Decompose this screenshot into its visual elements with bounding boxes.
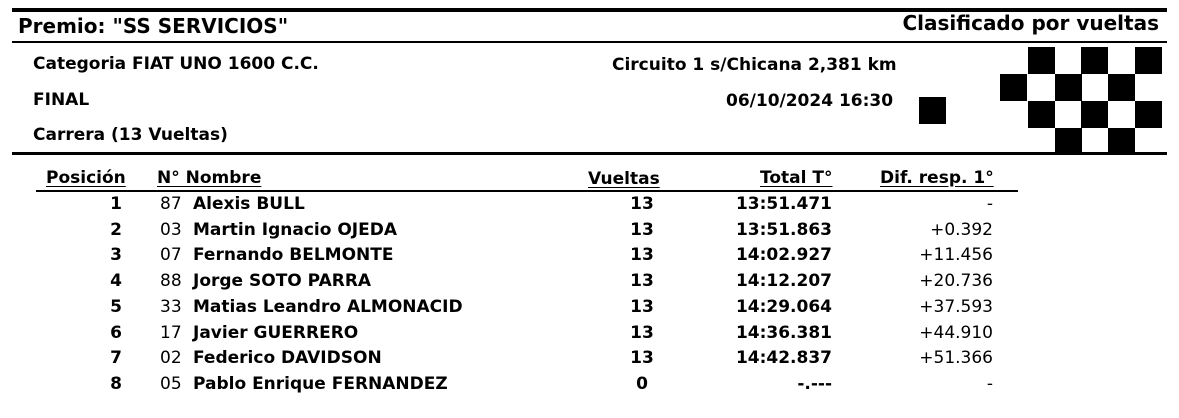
name-cell: Martin Ignacio OJEDA xyxy=(193,219,397,240)
table-row xyxy=(0,220,1179,245)
difference-cell: +44.910 xyxy=(919,322,993,343)
checkered-flag-icon xyxy=(1000,47,1163,155)
difference-cell: +37.593 xyxy=(919,296,993,317)
laps-cell: 0 xyxy=(636,373,648,394)
total-time-cell: -.--- xyxy=(797,373,832,394)
laps-cell: 13 xyxy=(630,348,654,369)
col-laps: Vueltas xyxy=(588,169,660,189)
columns-underline xyxy=(36,190,1018,192)
laps-cell: 13 xyxy=(630,296,654,317)
laps-cell: 13 xyxy=(630,322,654,343)
col-diff: Dif. resp. 1° xyxy=(880,168,994,188)
table-row xyxy=(0,323,1179,348)
laps-cell: 13 xyxy=(630,245,654,266)
name-cell: Alexis BULL xyxy=(193,194,305,214)
name-cell: Javier GUERRERO xyxy=(193,322,359,343)
name-cell: Matias Leandro ALMONACID xyxy=(193,296,463,317)
difference-cell: - xyxy=(986,194,993,214)
number-cell: 05 xyxy=(160,373,182,394)
number-cell: 02 xyxy=(160,348,182,369)
total-time-cell: 14:36.381 xyxy=(735,322,832,343)
number-cell: 07 xyxy=(160,245,182,266)
name-cell: Federico DAVIDSON xyxy=(193,348,382,369)
laps-cell: 13 xyxy=(630,271,654,292)
col-number-name: N° Nombre xyxy=(157,168,262,188)
position-cell: 7 xyxy=(110,348,122,369)
title-underline xyxy=(12,41,1167,43)
stage-label: FINAL xyxy=(33,90,90,110)
table-row xyxy=(0,245,1179,270)
table-row xyxy=(0,297,1179,322)
name-cell: Pablo Enrique FERNANDEZ xyxy=(193,373,448,394)
datetime-label: 06/10/2024 16:30 xyxy=(726,91,894,111)
total-time-cell: 14:42.837 xyxy=(735,348,832,369)
difference-cell: +0.392 xyxy=(930,219,993,240)
table-row xyxy=(0,374,1179,399)
total-time-cell: 14:12.207 xyxy=(735,271,832,292)
name-cell: Jorge SOTO PARRA xyxy=(193,271,372,292)
circuit-label: Circuito 1 s/Chicana 2,381 km xyxy=(612,55,897,75)
number-cell: 87 xyxy=(160,194,182,214)
name-cell: Fernando BELMONTE xyxy=(193,245,394,266)
laps-cell: 13 xyxy=(630,194,654,214)
position-cell: 2 xyxy=(110,219,122,240)
difference-cell: +20.736 xyxy=(919,271,993,292)
category-label: Categoria FIAT UNO 1600 C.C. xyxy=(33,54,319,74)
total-time-cell: 14:29.064 xyxy=(735,296,832,317)
position-cell: 6 xyxy=(110,322,122,343)
number-cell: 17 xyxy=(160,322,182,343)
race-label: Carrera (13 Vueltas) xyxy=(33,125,228,145)
total-time-cell: 13:51.863 xyxy=(735,219,832,240)
position-cell: 3 xyxy=(110,245,122,266)
position-cell: 8 xyxy=(110,373,122,394)
total-time-cell: 13:51.471 xyxy=(735,194,832,214)
number-cell: 88 xyxy=(160,271,182,292)
position-cell: 4 xyxy=(110,271,122,292)
difference-cell: - xyxy=(986,373,993,394)
position-cell: 5 xyxy=(110,296,122,317)
number-cell: 03 xyxy=(160,219,182,240)
difference-cell: +11.456 xyxy=(919,245,993,266)
table-row xyxy=(0,348,1179,373)
col-total: Total T° xyxy=(760,168,833,188)
datetime-marker xyxy=(919,97,946,124)
table-row xyxy=(0,271,1179,296)
number-cell: 33 xyxy=(160,296,182,317)
prize-title: Premio: "SS SERVICIOS" xyxy=(18,14,289,38)
total-time-cell: 14:02.927 xyxy=(735,245,832,266)
laps-cell: 13 xyxy=(630,219,654,240)
position-cell: 1 xyxy=(110,194,122,214)
col-position: Posición xyxy=(46,168,126,188)
classification-title: Clasificado por vueltas xyxy=(902,11,1159,35)
difference-cell: +51.366 xyxy=(919,348,993,369)
table-row xyxy=(0,194,1179,219)
header-divider xyxy=(12,152,1167,155)
